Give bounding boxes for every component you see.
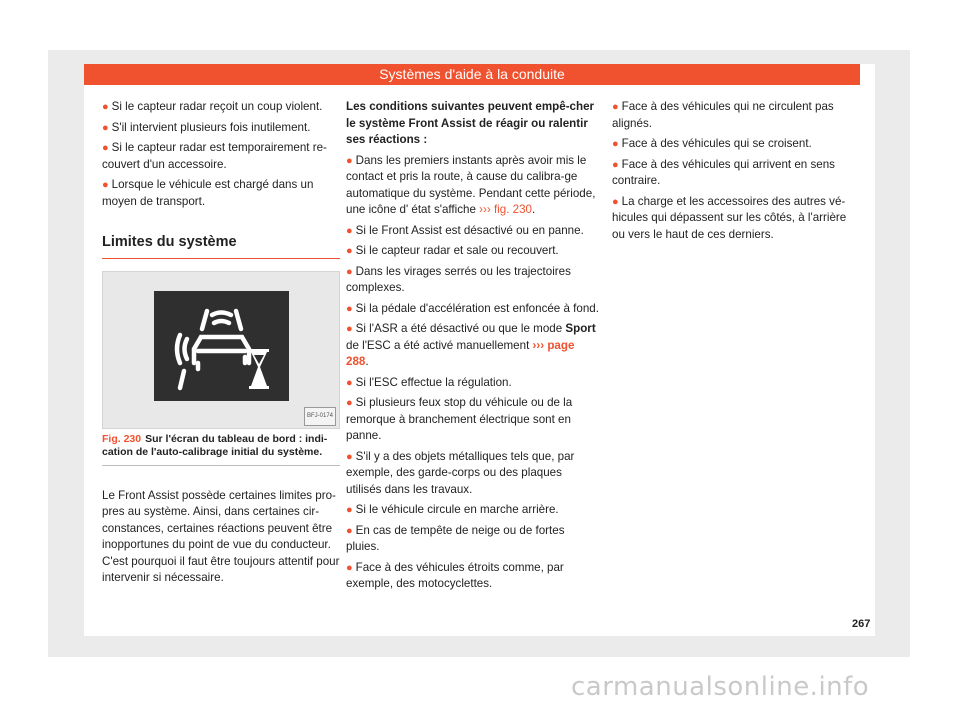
list-item-text: Si le Front Assist est désactivé ou en panne.: [355, 223, 584, 237]
page-header: Systèmes d'aide à la conduite: [84, 64, 860, 85]
figure: [102, 271, 340, 429]
bullet-icon: ●: [102, 121, 109, 134]
list-item-text: Dans les virages serrés ou les trajectoires complexes.: [346, 264, 571, 294]
punctuation: .: [365, 355, 369, 368]
list-item: [346, 523, 600, 556]
list-item: [612, 136, 862, 153]
bullet-icon: ●: [346, 397, 353, 409]
list-item-text: Si le capteur radar reçoit un coup violent.: [111, 100, 323, 113]
bullet-icon: ●: [346, 323, 353, 335]
list-item: [346, 449, 600, 499]
list-item: [102, 177, 340, 210]
list-item: [346, 395, 600, 445]
list-item-text: Face à des véhicules qui arrivent en sens contraire.: [612, 157, 835, 187]
bullet-icon: ●: [346, 224, 353, 237]
figure-caption: [102, 433, 340, 466]
conditions-heading: Les conditions suivantes peuvent empê-cher le système Front Assist de réagir ou ralentir ses réactions :: [346, 100, 595, 146]
list-item: [346, 560, 600, 593]
list-item: [346, 153, 600, 219]
figure-number: Fig. 230: [102, 432, 142, 445]
list-item-text: Lorsque le véhicule est chargé dans un moyen de transport.: [102, 178, 314, 208]
figure-code: BFJ-0174: [304, 407, 336, 426]
bullet-icon: ●: [346, 245, 353, 257]
bullet-icon: ●: [612, 158, 619, 171]
list-item: [102, 120, 340, 137]
list-item: [612, 194, 862, 244]
list-item: [346, 375, 600, 392]
bullet-icon: ●: [102, 179, 109, 191]
list-item-text: S'il intervient plusieurs fois inutilement.: [111, 120, 311, 134]
list-item-text: Si l'ASR a été désactivé ou que le mode: [355, 322, 563, 335]
page-number: 267: [852, 618, 871, 630]
bullet-icon: ●: [102, 142, 109, 154]
list-item-text: S'il y a des objets métalliques tels que, par exemple, des garde-corps ou des plaques utilisés dans les travaux.: [346, 449, 575, 496]
bullet-icon: ●: [346, 561, 353, 574]
bullet-icon: ●: [346, 302, 353, 315]
list-item: [346, 321, 600, 371]
list-item: [346, 264, 600, 297]
page-link[interactable]: ››› page 288: [346, 338, 575, 368]
column-middle: [346, 99, 600, 597]
bullet-icon: ●: [346, 154, 353, 167]
list-item-text: Face à des véhicules étroits comme, par exemple, des motocyclettes.: [346, 560, 564, 590]
list-item: [346, 243, 600, 260]
list-item-text: La charge et les accessoires des autres vé-hicules qui dépassent sur les côtés, à l'arrière ou vers le haut de ces derniers.: [612, 194, 847, 241]
bullet-icon: ●: [612, 138, 619, 150]
list-item-text: Face à des véhicules qui se croisent.: [621, 137, 812, 150]
list-item-text: En cas de tempête de neige ou de fortes pluies.: [346, 523, 565, 553]
list-item-text: Si le capteur radar est temporairement re-couvert d'un accessoire.: [102, 141, 327, 171]
list-item-text: Si le capteur radar et sale ou recouvert.: [355, 244, 559, 257]
list-item: [612, 157, 862, 190]
list-item: [346, 502, 600, 519]
list-item: [102, 99, 340, 116]
list-item: [346, 223, 600, 240]
bullet-icon: ●: [346, 524, 353, 537]
column-left: [102, 99, 340, 587]
list-item-text: Si l'ESC effectue la régulation.: [355, 375, 512, 389]
figure-caption-text: Sur l'écran du tableau de bord : indi-cation de l'auto-calibrage initial du système.: [102, 432, 328, 458]
list-item-text: Face à des véhicules qui ne circulent pas alignés.: [612, 100, 834, 130]
column-right: [612, 99, 862, 247]
bullet-icon: ●: [612, 101, 619, 113]
bullet-icon: ●: [346, 504, 353, 516]
bullet-icon: ●: [346, 376, 353, 389]
list-item: [612, 99, 862, 132]
punctuation: .: [531, 203, 536, 216]
front-assist-calibration-icon: [154, 291, 289, 401]
mode-name: Sport: [565, 322, 596, 335]
dashboard-screen: [154, 291, 289, 401]
body-paragraph: Le Front Assist possède certaines limites pro-pres au système. Ainsi, dans certaines cir-constances, certaines réactions peuvent être inopportunes du point de vue du conducteur. C'est pourquoi il faut être toujours attentif pour intervenir si nécessaire.: [102, 488, 340, 584]
bullet-icon: ●: [346, 265, 353, 278]
bullet-icon: ●: [612, 195, 619, 208]
watermark: carmanualsonline.info: [571, 672, 870, 702]
bullet-icon: ●: [102, 101, 109, 113]
list-item-text: Dans les premiers instants après avoir mis le contact et pris la route, à cause du calibra-ge automatique du système. Pendant cette période, une icône d' état s'affiche: [346, 153, 596, 216]
list-item-text: Si plusieurs feux stop du véhicule ou de la remorque à branchement électrique sont en panne.: [346, 396, 573, 442]
bullet-icon: ●: [346, 450, 353, 463]
list-item: [102, 140, 340, 173]
list-item-text: Si le véhicule circule en marche arrière.: [355, 503, 559, 516]
section-title: Limites du système: [102, 234, 340, 259]
list-item-text: Si la pédale d'accélération est enfoncée à fond.: [355, 301, 599, 315]
figure-link[interactable]: ››› fig. 230: [479, 203, 532, 216]
list-item: [346, 301, 600, 318]
list-item-text: de l'ESC a été activé manuellement: [346, 338, 530, 352]
